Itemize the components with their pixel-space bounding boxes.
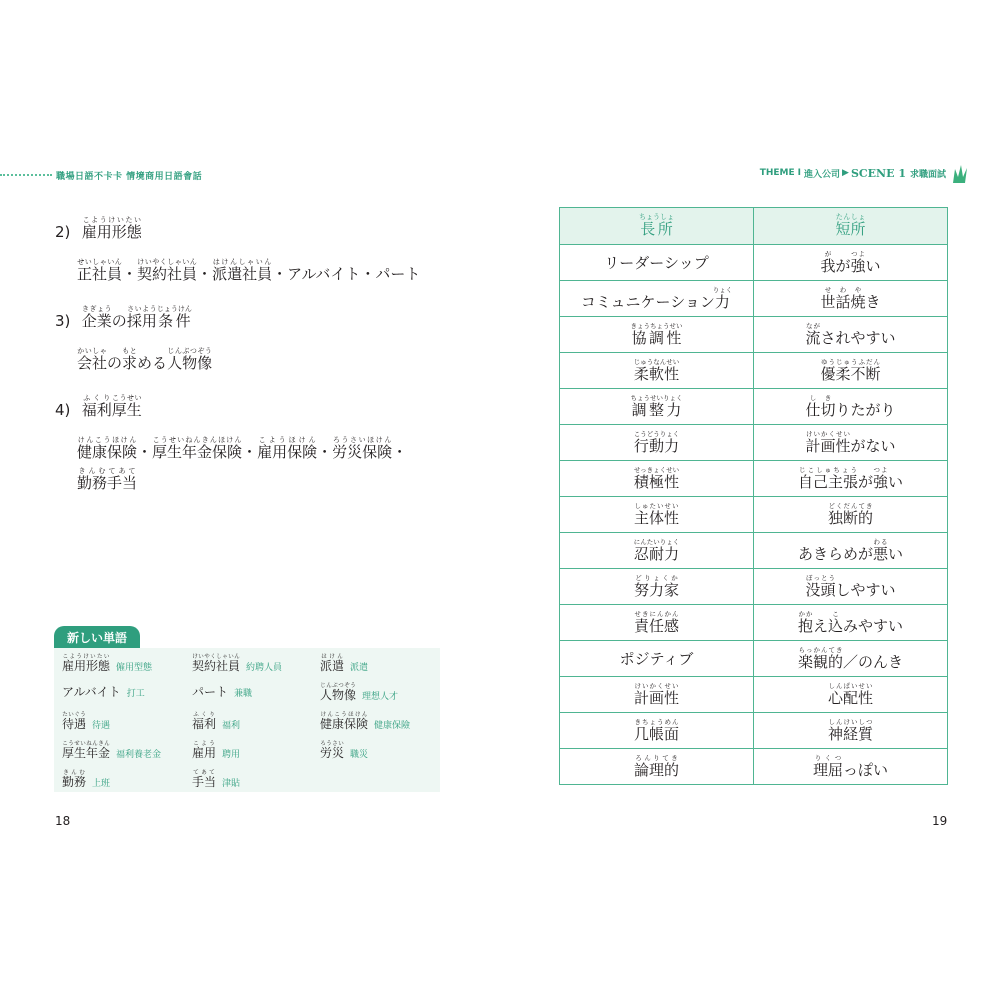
ruby-word: 厚生年金保険こうせいねんきんほけん [152,436,243,461]
plain-text: ・ [122,265,138,283]
table-cell [560,713,754,749]
ruby-word: 企業きぎょう [81,305,112,330]
vocab-meaning: 聘用 [222,750,241,760]
table-row [560,317,948,353]
ruby-word: 焼や [850,285,866,311]
table-cell [560,497,754,533]
vocab-item [62,654,152,674]
plain-text: コミュニケーション [580,292,715,311]
ruby-word: 世話せわ [820,285,851,311]
ruby-word: 独断的どくだんてき [827,501,873,527]
plain-text: の [111,312,127,330]
ruby-word: 責任感せきにんかん [633,609,679,635]
running-header-left [0,168,440,182]
table-cell [754,425,948,461]
ruby-word: 優柔不断ゆうじゅうふだん [820,357,881,383]
plain-text: ポジティブ [619,650,694,668]
ruby-word: 努力家どりょくか [633,573,679,599]
vocab-item [62,770,110,790]
vocab-item [320,683,398,703]
table-row [560,245,948,281]
ruby-word: 仕し [805,393,821,419]
detail-line [77,258,437,289]
ruby-word: 力りょく [712,285,733,311]
plain-text: ・アルバイト・パート [272,265,421,283]
table-row [560,569,948,605]
ruby-word: 正社員せいしゃいん [77,258,123,283]
strengths-weaknesses-table [559,207,948,785]
ruby-word: 派遣社員はけんしゃいん [212,258,273,283]
vocab-item [62,741,161,761]
plain-text: されやすい [820,328,896,347]
vocab-meaning: 派遣 [350,663,369,673]
ruby-word: 採用さいよう [126,305,157,330]
ruby-word: 行動力こうどうりょく [633,429,680,455]
vocab-word: 雇用形態こようけいたい [62,654,111,673]
section-2-heading [55,216,142,241]
vocab-item [192,654,282,674]
plain-text: しやすい [835,580,896,599]
ruby-word: 神経質しんけいしつ [827,717,873,743]
ruby-word: 厚生こうせい [111,394,142,419]
table-cell [754,677,948,713]
plain-text: ・ [242,443,258,461]
ruby-word: 長所ちょうしょ [639,213,674,238]
table-cell [560,389,754,425]
scene-name: 求職面試 [909,169,946,180]
table-cell [560,317,754,353]
detail-line [77,467,437,498]
plain-text: が [835,256,851,275]
vocab-box [54,648,440,792]
vocab-word: パート [192,685,229,699]
table-cell [754,533,948,569]
vocab-word: 派遣はけん [320,654,345,673]
table-row [560,749,948,785]
ruby-word: 主体性しゅたいせい [633,501,679,527]
table-row [560,713,948,749]
table-cell [754,245,948,281]
plain-text: ・ [317,443,333,461]
detail-line [77,347,437,378]
table-cell [754,749,948,785]
section-2-detail [77,258,437,289]
triangle-icon: ▶ [842,168,849,178]
plain-text: い [888,544,904,563]
section-number: 2) [55,223,71,241]
ruby-word: 強つよ [873,465,889,491]
vocab-item [192,741,240,761]
table-row [560,425,948,461]
plain-text: っぽい [843,760,889,779]
table-header-cell [560,208,754,245]
ruby-word: 健康保険けんこうほけん [77,436,138,461]
theme-label: THEME [759,168,795,178]
vocab-word: 雇用こよう [192,741,217,760]
section-number: 3) [55,312,71,330]
table-cell [560,749,754,785]
ruby-word: 悪わる [872,537,888,563]
section-3-heading [55,305,192,330]
table-cell [560,245,754,281]
vocab-meaning: 津貼 [222,779,241,789]
table-cell [754,389,948,425]
plain-text: き [865,292,881,311]
ruby-word: 積極性せっきょくせい [633,465,680,491]
vocab-meaning: 健康保險 [374,721,411,731]
vocab-meaning: 約聘人員 [246,663,283,673]
detail-line [77,436,437,467]
vocab-meaning: 理想人才 [362,692,399,702]
table-cell [754,497,948,533]
table-row [560,497,948,533]
plain-text: リーダーシップ [604,254,709,272]
ruby-word: 心配性しんぱいせい [827,681,873,707]
plain-text: ・ [137,443,153,461]
vocab-word: 手当てあて [192,770,217,789]
ruby-word: 論理的ろんりてき [633,753,679,779]
ruby-word: 人物像じんぶつぞう [167,347,213,372]
table-header-cell [754,208,948,245]
ruby-word: 理屈りくつ [812,753,843,779]
vocab-word: アルバイト [62,685,121,699]
vocab-meaning: 福利 [222,721,241,731]
section-3-detail [77,347,437,378]
table-cell [560,281,754,317]
vocab-meaning: 福利養老金 [116,750,162,760]
table-cell [560,353,754,389]
ruby-word: 忍耐力にんたいりょく [633,537,680,563]
section-title: 雇用形態こようけいたい [81,216,142,241]
ruby-word: 求もと [122,347,138,372]
dotted-rule [0,174,52,176]
ruby-word: 協調性きょうちょうせい [630,321,683,347]
table-cell [560,533,754,569]
section-title [81,305,192,330]
table-cell [754,461,948,497]
plain-text: え [812,616,828,635]
section-title [81,394,142,419]
plain-text: の [107,354,123,372]
ruby-word: 契約社員けいやくしゃいん [137,258,198,283]
plain-text: りたがり [835,400,896,419]
table-cell [754,353,948,389]
plain-text: あきらめが [797,544,873,563]
vocab-meaning: 上班 [92,779,111,789]
vocab-meaning: 待遇 [92,721,111,731]
vocab-word: 健康保険けんこうほけん [320,712,369,731]
ruby-word: 調整力ちょうせいりょく [630,393,683,419]
plain-text: ・ [392,443,408,461]
vocab-item [192,770,240,790]
ruby-word: 会社かいしゃ [77,347,108,372]
table-row [560,533,948,569]
plain-text: ／のんき [843,652,904,671]
table-cell [560,425,754,461]
plain-text: める [137,354,168,372]
vocab-meaning: 職災 [350,750,369,760]
ruby-word: 自己主張じこしゅちょう [797,465,858,491]
vocab-word: 人物像じんぶつぞう [320,683,357,702]
page-number-left: 18 [55,814,71,828]
table-cell [754,605,948,641]
table-row [560,353,948,389]
table-row [560,641,948,677]
plain-text: い [888,472,904,491]
ruby-word: 流なが [805,321,821,347]
ruby-word: 強つよ [850,249,866,275]
vocab-item [62,712,110,732]
vocab-meaning: 打工 [126,689,145,699]
vocab-meaning: 兼職 [234,689,253,699]
grass-icon [952,163,970,183]
ruby-word: 福利ふくり [81,394,112,419]
section-number: 4) [55,401,71,419]
vocab-meaning: 僱用型態 [116,663,153,673]
table-cell [560,461,754,497]
table-row [560,605,948,641]
table-header-row [560,208,948,245]
plain-text: みやすい [843,616,904,635]
vocab-item [320,654,368,674]
vocab-item [192,712,240,732]
ruby-word: 短所たんしょ [835,213,866,238]
ruby-word: 柔軟性じゅうなんせい [633,357,680,383]
vocab-word: 労災ろうさい [320,741,345,760]
book-title: 職場日語不卡卡 情境商用日語會話 [56,171,203,182]
section-4-detail [77,436,437,497]
vocab-word: 福利ふくり [192,712,217,731]
table-body [560,245,948,785]
theme-name: 進入公司 [804,169,841,180]
vocab-word: 勤務きんむ [62,770,87,789]
table-row [560,461,948,497]
ruby-word: 切き [820,393,836,419]
table-cell [754,569,948,605]
table-cell [754,641,948,677]
theme-separator: I [797,168,802,178]
ruby-word: 計画性けいかくせい [633,681,679,707]
vocab-item [320,712,410,732]
plain-text: がない [850,436,896,455]
table-cell [560,641,754,677]
vocab-item [192,683,252,700]
scene-label: SCENE 1 [850,166,906,180]
table-row [560,281,948,317]
ruby-word: 条件じょうけん [156,305,192,330]
vocab-word: 厚生年金こうせいねんきん [62,741,111,760]
ruby-word: 没頭ぼっとう [805,573,836,599]
ruby-word: 楽観的らっかんてき [797,645,843,671]
table-cell [754,713,948,749]
vocab-word: 契約社員けいやくしゃいん [192,654,241,673]
table-cell [560,677,754,713]
page-number-right: 19 [932,814,948,828]
plain-text: い [865,256,881,275]
table-cell [560,569,754,605]
vocab-title-tab: 新しい単語 [54,626,140,648]
ruby-word: 抱かか [797,609,813,635]
ruby-word: 勤務手当きんむてあて [77,466,138,492]
plain-text: が [857,472,873,491]
ruby-word: 我が [820,249,836,275]
ruby-word: 労災保険ろうさいほけん [332,436,393,461]
vocab-item [62,683,145,700]
section-4-heading [55,394,142,419]
table-cell [754,317,948,353]
ruby-word: 雇用保険こようほけん [257,436,318,461]
ruby-word: 几帳面きちょうめん [633,717,679,743]
vocab-word: 待遇たいぐう [62,712,87,731]
ruby-word: 込こ [828,609,844,635]
ruby-word: 計画性けいかくせい [805,429,851,455]
table-cell [754,281,948,317]
plain-text: ・ [197,265,213,283]
vocab-item [320,741,368,761]
table-cell [560,605,754,641]
table-row [560,677,948,713]
table-row [560,389,948,425]
running-header-right [760,162,970,184]
